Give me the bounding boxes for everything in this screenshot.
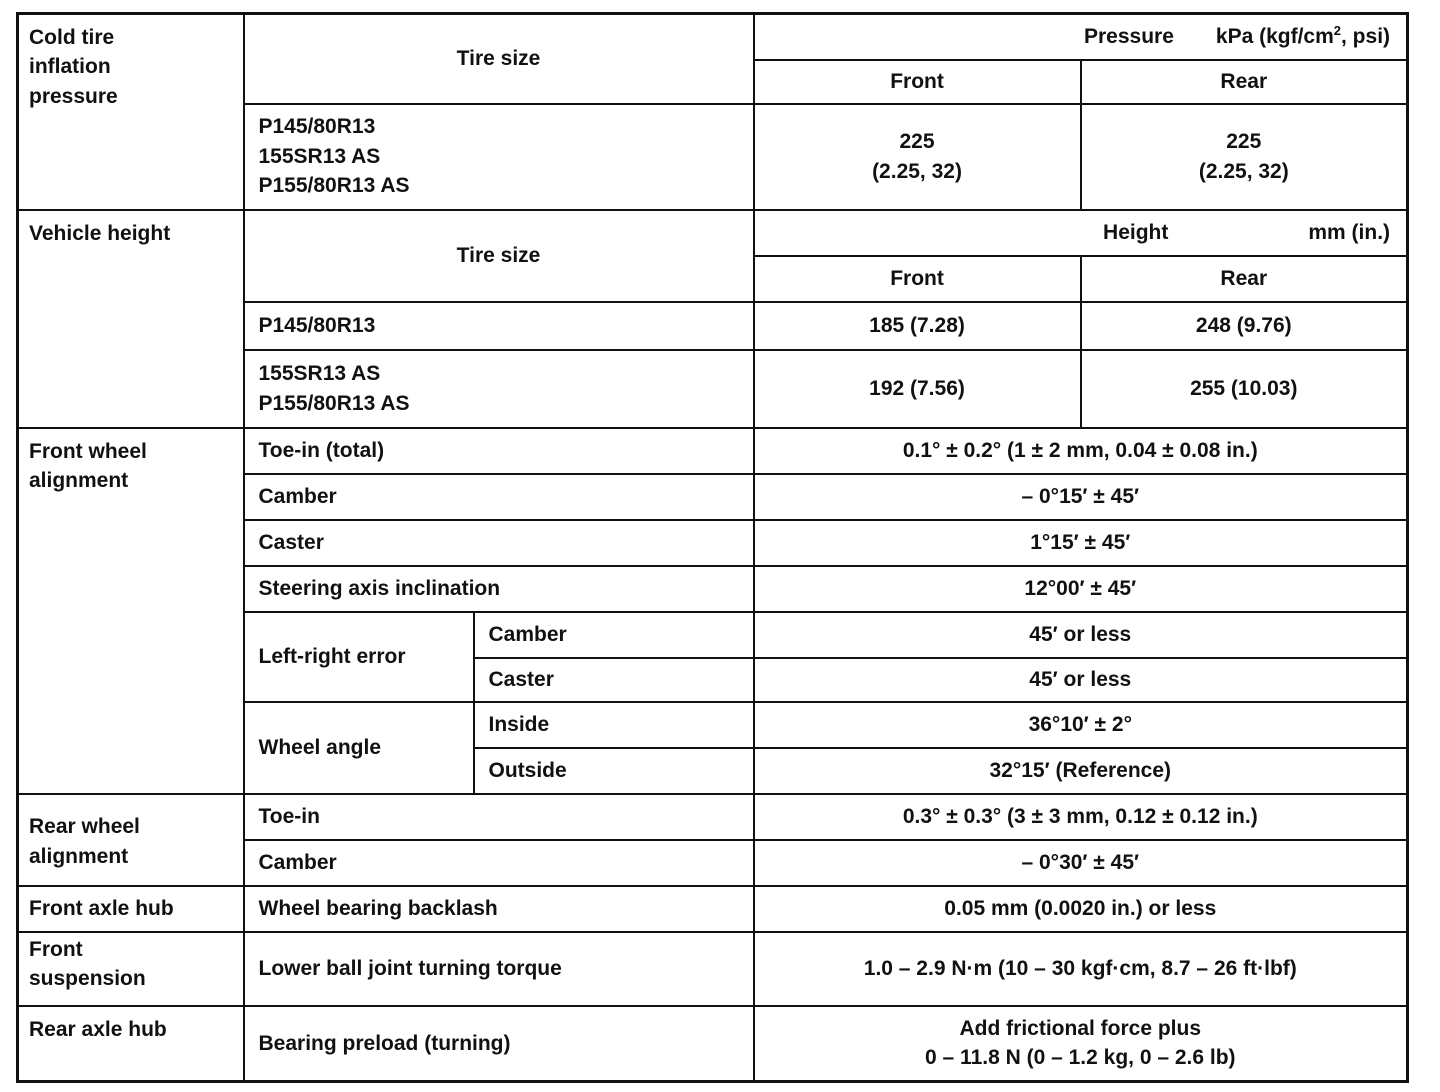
category-rear-wheel-alignment: Rear wheel alignment [18, 794, 244, 886]
front-camber-value: – 0°15′ ± 45′ [754, 474, 1408, 520]
inside-value: 36°10′ ± 2° [754, 702, 1408, 748]
table-row [18, 886, 1408, 932]
ball-joint-torque-label: Lower ball joint turning torque [244, 932, 754, 1006]
table-row [18, 932, 1408, 1006]
outside-label: Outside [474, 748, 754, 794]
rear-camber-label: Camber [244, 840, 754, 886]
front-pressure-value: 225 (2.25, 32) [754, 104, 1081, 210]
pressure-header [754, 14, 1408, 60]
category-rear-axle-hub: Rear axle hub [18, 1006, 244, 1082]
front-toe-in-label: Toe-in (total) [244, 428, 754, 474]
tire-size-list: P145/80R13 155SR13 AS P155/80R13 AS [244, 104, 754, 210]
table-row [18, 14, 1408, 60]
height-unit: mm (in.) [1308, 220, 1391, 244]
table-row [18, 794, 1408, 840]
wheel-angle-label: Wheel angle [244, 702, 474, 794]
rear-header: Rear [1081, 60, 1408, 104]
category-front-axle-hub: Front axle hub [18, 886, 244, 932]
front-header: Front [754, 60, 1081, 104]
left-right-error-label: Left-right error [244, 612, 474, 702]
rear-toe-in-value: 0.3° ± 0.3° (3 ± 3 mm, 0.12 ± 0.12 in.) [754, 794, 1408, 840]
outside-value: 32°15′ (Reference) [754, 748, 1408, 794]
rear-height-value: 248 (9.76) [1081, 302, 1408, 350]
bearing-preload-value: Add frictional force plus 0 – 11.8 N (0 – 1.2 kg, 0 – 2.6 lb) [754, 1006, 1408, 1082]
tire-size-header: Tire size [244, 14, 754, 104]
front-toe-in-value: 0.1° ± 0.2° (1 ± 2 mm, 0.04 ± 0.08 in.) [754, 428, 1408, 474]
tire-size-header: Tire size [244, 210, 754, 302]
category-vehicle-height: Vehicle height [18, 210, 244, 428]
front-caster-label: Caster [244, 520, 754, 566]
rear-camber-value: – 0°30′ ± 45′ [754, 840, 1408, 886]
inside-label: Inside [474, 702, 754, 748]
lr-caster-value: 45′ or less [754, 658, 1408, 702]
wheel-bearing-backlash-value: 0.05 mm (0.0020 in.) or less [754, 886, 1408, 932]
rear-header: Rear [1081, 256, 1408, 302]
lr-caster-label: Caster [474, 658, 754, 702]
table-row [18, 428, 1408, 474]
specification-table [16, 12, 1409, 1083]
wheel-bearing-backlash-label: Wheel bearing backlash [244, 886, 754, 932]
category-cold-tire-pressure: Cold tire inflation pressure [18, 14, 244, 210]
rear-pressure-value: 225 (2.25, 32) [1081, 104, 1408, 210]
front-height-value: 192 (7.56) [754, 350, 1081, 428]
rear-toe-in-label: Toe-in [244, 794, 754, 840]
steering-axis-label: Steering axis inclination [244, 566, 754, 612]
lr-camber-value: 45′ or less [754, 612, 1408, 658]
front-caster-value: 1°15′ ± 45′ [754, 520, 1408, 566]
table-row [18, 210, 1408, 256]
tire-size: P145/80R13 [244, 302, 754, 350]
ball-joint-torque-value: 1.0 – 2.9 N·m (10 – 30 kgf·cm, 8.7 – 26 ft·lbf) [754, 932, 1408, 1006]
pressure-unit: kPa ($kgf/cm^2$, psi) [1215, 23, 1391, 49]
lr-camber-label: Camber [474, 612, 754, 658]
category-front-suspension: Front suspension [18, 932, 244, 1006]
height-header [754, 210, 1408, 256]
front-camber-label: Camber [244, 474, 754, 520]
rear-height-value: 255 (10.03) [1081, 350, 1408, 428]
front-header: Front [754, 256, 1081, 302]
table-row [18, 1006, 1408, 1082]
category-front-wheel-alignment: Front wheel alignment [18, 428, 244, 794]
height-label: Height [1103, 220, 1169, 244]
front-height-value: 185 (7.28) [754, 302, 1081, 350]
tire-size: 155SR13 AS P155/80R13 AS [244, 350, 754, 428]
steering-axis-value: 12°00′ ± 45′ [754, 566, 1408, 612]
bearing-preload-label: Bearing preload (turning) [244, 1006, 754, 1082]
pressure-label: Pressure [1083, 25, 1174, 49]
